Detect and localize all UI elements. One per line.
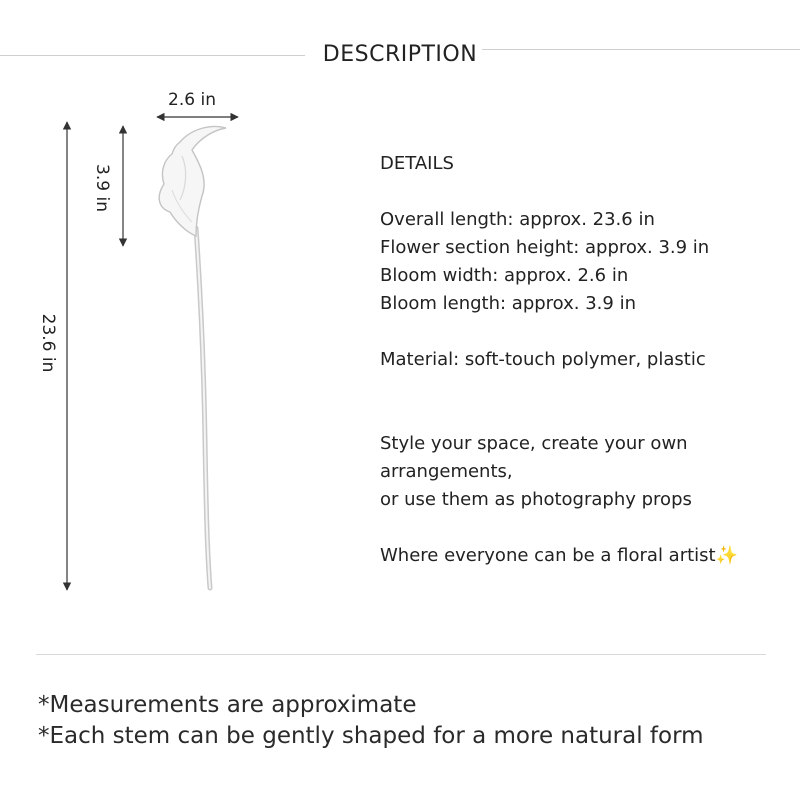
calla-lily-bloom xyxy=(159,127,226,236)
tagline xyxy=(380,542,790,570)
footer-divider xyxy=(36,654,766,655)
details-section xyxy=(380,150,790,570)
overall-length-label: 23.6 in xyxy=(38,313,58,373)
spec-flower-height: Flower section height: approx. 3.9 in xyxy=(380,237,710,258)
tagline-text: Where everyone can be a floral artist xyxy=(380,545,716,566)
material-line: Material: soft-touch polymer, plastic xyxy=(380,349,706,370)
sparkles-icon: ✨ xyxy=(715,545,739,566)
bloom-width-label: 2.6 in xyxy=(168,90,216,110)
calla-lily-stem xyxy=(196,228,210,588)
note-measurements: *Measurements are approximate xyxy=(38,692,417,718)
header-rule-left xyxy=(0,55,305,56)
note-shaping: *Each stem can be gently shaped for a more natural form xyxy=(38,723,704,749)
flower-height-label: 3.9 in xyxy=(92,164,112,212)
header-rule-right xyxy=(482,49,800,50)
style-line-2: or use them as photography props xyxy=(380,489,692,510)
spec-bloom-width: Bloom width: approx. 2.6 in xyxy=(380,265,629,286)
notes-section xyxy=(38,690,704,752)
flower-illustration xyxy=(0,80,300,620)
spec-overall-length: Overall length: approx. 23.6 in xyxy=(380,209,655,230)
spec-bloom-length: Bloom length: approx. 3.9 in xyxy=(380,293,636,314)
style-line-1: Style your space, create your own arrangements, xyxy=(380,433,688,482)
page-title: DESCRIPTION xyxy=(322,42,478,67)
details-heading: DETAILS xyxy=(380,153,454,174)
